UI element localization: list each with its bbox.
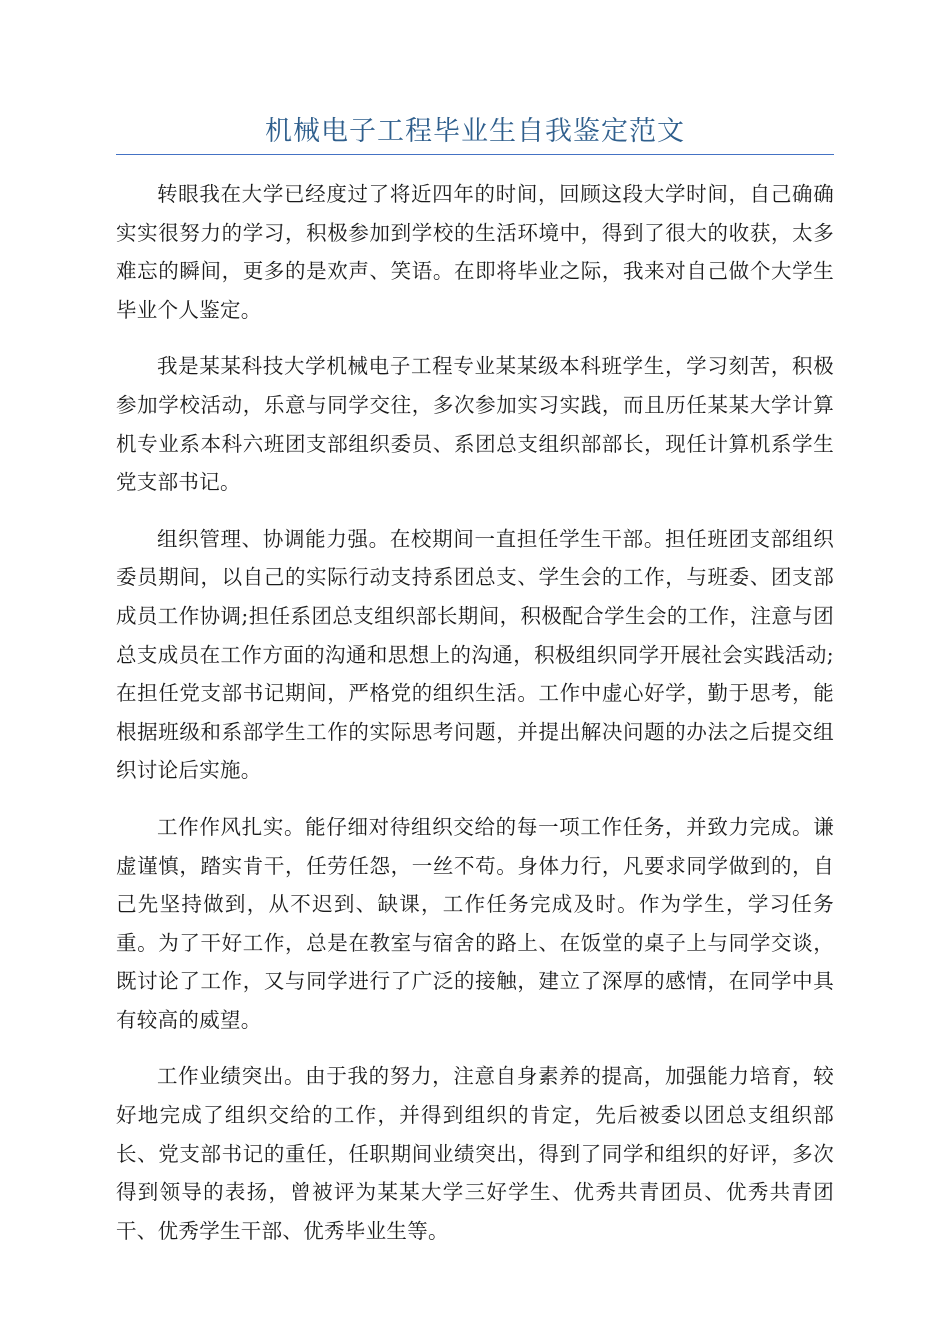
- paragraph-1: 转眼我在大学已经度过了将近四年的时间，回顾这段大学时间，自己确确实实很努力的学习，积极参加到学校的生活环境中，得到了很大的收获，太多难忘的瞬间，更多的是欢声、笑语。在即将毕业之际，我来对自己做个大学生毕业个人鉴定。: [116, 182, 834, 322]
- document-body: [116, 175, 834, 1268]
- title-underline: [116, 154, 834, 155]
- paragraph-3: 组织管理、协调能力强。在校期间一直担任学生干部。担任班团支部组织委员期间，以自己的实际行动支持系团总支、学生会的工作，与班委、团支部成员工作协调;担任系团总支组织部长期间，积极配合学生会的工作，注意与团总支成员在工作方面的沟通和思想上的沟通，积极组织同学开展社会实践活动;在担任党支部书记期间，严格党的组织生活。工作中虚心好学，勤于思考，能根据班级和系部学生工作的实际思考问题，并提出解决问题的办法之后提交组织讨论后实施。: [116, 526, 834, 783]
- paragraph-5: 工作业绩突出。由于我的努力，注意自身素养的提高，加强能力培育，较好地完成了组织交给的工作，并得到组织的肯定，先后被委以团总支组织部长、党支部书记的重任，任职期间业绩突出，得到了同学和组织的好评，多次得到领导的表扬，曾被评为某某大学三好学生、优秀共青团员、优秀共青团干、优秀学生干部、优秀毕业生等。: [116, 1064, 834, 1243]
- paragraph-4: 工作作风扎实。能仔细对待组织交给的每一项工作任务，并致力完成。谦虚谨慎，踏实肯干，任劳任怨，一丝不苟。身体力行，凡要求同学做到的，自己先坚持做到，从不迟到、缺课，工作任务完成及时。作为学生，学习任务重。为了干好工作，总是在教室与宿舍的路上、在饭堂的桌子上与同学交谈，既讨论了工作，又与同学进行了广泛的接触，建立了深厚的感情，在同学中具有较高的威望。: [116, 814, 834, 1032]
- document-title: 机械电子工程毕业生自我鉴定范文: [265, 116, 685, 147]
- paragraph-2: 我是某某科技大学机械电子工程专业某某级本科班学生，学习刻苦，积极参加学校活动，乐意与同学交往，多次参加实习实践，而且历任某某大学计算机专业系本科六班团支部组织委员、系团总支组织部部长，现任计算机系学生党支部书记。: [116, 354, 834, 495]
